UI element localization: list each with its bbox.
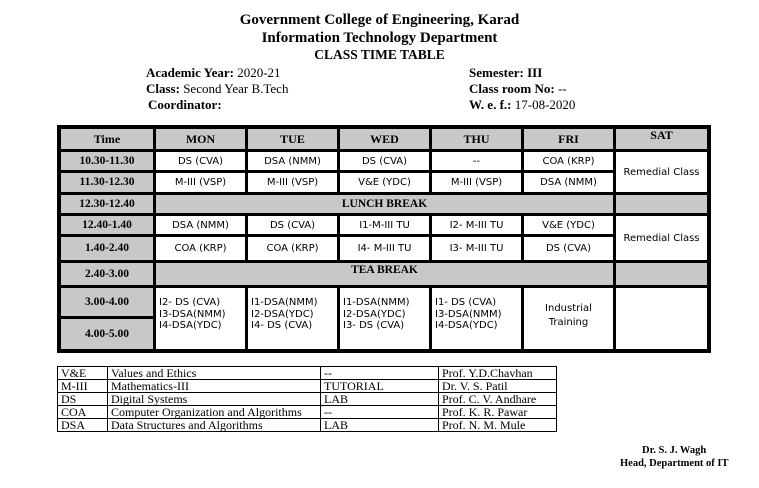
- time-slot: 1.40-2.40: [61, 237, 153, 260]
- legend-subject: Computer Organization and Algorithms: [108, 406, 321, 419]
- legend-code: V&E: [58, 367, 108, 380]
- slot-fri-2: DSA (NMM): [524, 173, 613, 192]
- tea-break-sat: [616, 263, 707, 285]
- col-header-time: Time: [61, 129, 153, 149]
- legend-code: COA: [58, 406, 108, 419]
- legend-faculty: Prof. N. M. Mule: [439, 419, 557, 432]
- legend-faculty: Prof. Y.D.Chavhan: [439, 367, 557, 380]
- slot-sat-afternoon: Remedial Class: [616, 216, 707, 260]
- lab-batch: I2-DSA(YDC): [251, 308, 314, 320]
- classroom-label: Class room No:: [469, 81, 555, 96]
- coordinator-label: Coordinator:: [148, 97, 222, 112]
- slot-wed-2: V&E (YDC): [340, 173, 429, 192]
- legend-subject: Mathematics-III: [108, 380, 321, 393]
- col-header-fri: FRI: [524, 129, 613, 149]
- lab-tue: [248, 288, 337, 349]
- lab-wed: [340, 288, 429, 349]
- slot-mon-4: DSA (NMM): [156, 216, 245, 234]
- col-header-wed: WED: [340, 129, 429, 149]
- time-slot: 11.30-12.30: [61, 173, 153, 192]
- time-slot: 10.30-11.30: [61, 152, 153, 170]
- page-title: CLASS TIME TABLE: [314, 47, 445, 62]
- slot-thu-1: --: [432, 152, 521, 170]
- slot-tue-1: DSA (NMM): [248, 152, 337, 170]
- slot-thu-2: M-III (VSP): [432, 173, 521, 192]
- college-name: Government College of Engineering, Karad: [239, 12, 520, 28]
- legend-row: [58, 393, 557, 406]
- hod-name: Dr. S. J. Wagh: [642, 445, 707, 456]
- class-label: Class:: [146, 81, 180, 96]
- lab-mon: [156, 288, 245, 349]
- industrial-training-line1: Industrial: [545, 302, 592, 314]
- coordinator: [148, 97, 222, 113]
- lab-thu: [432, 288, 521, 349]
- lab-sat: [616, 288, 707, 349]
- slot-fri-5: DS (CVA): [524, 237, 613, 260]
- legend-subject: Data Structures and Algorithms: [108, 419, 321, 432]
- industrial-training-line2: Training: [548, 316, 589, 328]
- tea-break: TEA BREAK: [156, 263, 613, 285]
- lab-fri: [524, 288, 613, 349]
- slot-fri-1: COA (KRP): [524, 152, 613, 170]
- semester: [469, 65, 542, 81]
- classroom: [469, 81, 567, 97]
- col-header-mon: MON: [156, 129, 245, 149]
- slot-tue-2: M-III (VSP): [248, 173, 337, 192]
- legend-type: TUTORIAL: [321, 380, 439, 393]
- legend-subject: Values and Ethics: [108, 367, 321, 380]
- legend-type: LAB: [321, 393, 439, 406]
- legend-code: M-III: [58, 380, 108, 393]
- legend-type: --: [321, 406, 439, 419]
- slot-mon-1: DS (CVA): [156, 152, 245, 170]
- time-slot: 2.40-3.00: [61, 263, 153, 285]
- lab-batch: I4- DS (CVA): [251, 320, 313, 331]
- slot-thu-4: I2- M-III TU: [432, 216, 521, 234]
- time-slot: 12.40-1.40: [61, 216, 153, 234]
- time-slot: 4.00-5.00: [61, 319, 153, 349]
- slot-fri-4: V&E (YDC): [524, 216, 613, 234]
- department-name: Information Technology Department: [261, 30, 498, 46]
- legend-code: DS: [58, 393, 108, 406]
- class-value: Second Year B.Tech: [183, 81, 289, 96]
- timetable: [57, 125, 711, 353]
- legend-faculty: Dr. V. S. Patil: [439, 380, 557, 393]
- col-header-tue: TUE: [248, 129, 337, 149]
- slot-wed-5: I4- M-III TU: [340, 237, 429, 260]
- slot-wed-4: I1-M-III TU: [340, 216, 429, 234]
- lab-batch: I4-DSA(YDC): [435, 320, 498, 331]
- wef-date: [469, 97, 575, 113]
- slot-mon-2: M-III (VSP): [156, 173, 245, 192]
- legend-row: [58, 419, 557, 432]
- legend-type: --: [321, 367, 439, 380]
- legend-type: LAB: [321, 419, 439, 432]
- slot-thu-5: I3- M-III TU: [432, 237, 521, 260]
- lab-batch: I3-DSA(NMM): [159, 308, 226, 320]
- slot-tue-5: COA (KRP): [248, 237, 337, 260]
- lunch-break-sat: [616, 195, 707, 213]
- legend-row: [58, 380, 557, 393]
- lab-batch: I2- DS (CVA): [159, 297, 221, 308]
- slot-tue-4: DS (CVA): [248, 216, 337, 234]
- lab-batch: I2-DSA(YDC): [343, 308, 406, 320]
- academic-year: [146, 65, 281, 81]
- lab-batch: I4-DSA(YDC): [159, 320, 222, 331]
- wef-label: W. e. f.:: [469, 97, 512, 112]
- col-header-sat: SAT: [616, 129, 707, 149]
- lab-batch: I3-DSA(NMM): [435, 308, 502, 320]
- legend-row: [58, 406, 557, 419]
- col-header-thu: THU: [432, 129, 521, 149]
- lunch-break: LUNCH BREAK: [156, 195, 613, 213]
- slot-wed-1: DS (CVA): [340, 152, 429, 170]
- wef-value: 17-08-2020: [514, 97, 576, 112]
- hod-designation: Head, Department of IT: [620, 458, 729, 469]
- lab-batch: I1-DSA(NMM): [251, 297, 318, 308]
- semester-value: III: [527, 65, 543, 80]
- class-info: [146, 81, 288, 97]
- time-slot: 3.00-4.00: [61, 288, 153, 316]
- lab-batch: I3- DS (CVA): [343, 320, 405, 331]
- slot-mon-5: COA (KRP): [156, 237, 245, 260]
- academic-year-value: 2020-21: [237, 65, 281, 80]
- classroom-value: --: [557, 81, 567, 96]
- lab-batch: I1-DSA(NMM): [343, 297, 410, 308]
- academic-year-label: Academic Year:: [146, 65, 234, 80]
- legend-faculty: Prof. K. R. Pawar: [439, 406, 557, 419]
- legend-faculty: Prof. C. V. Andhare: [439, 393, 557, 406]
- subject-legend: [57, 366, 557, 432]
- legend-row: [58, 367, 557, 380]
- semester-label: Semester:: [469, 65, 524, 80]
- legend-subject: Digital Systems: [108, 393, 321, 406]
- time-slot: 12.30-12.40: [61, 195, 153, 213]
- lab-batch: I1- DS (CVA): [435, 297, 497, 308]
- slot-sat-morning: Remedial Class: [616, 152, 707, 192]
- legend-code: DSA: [58, 419, 108, 432]
